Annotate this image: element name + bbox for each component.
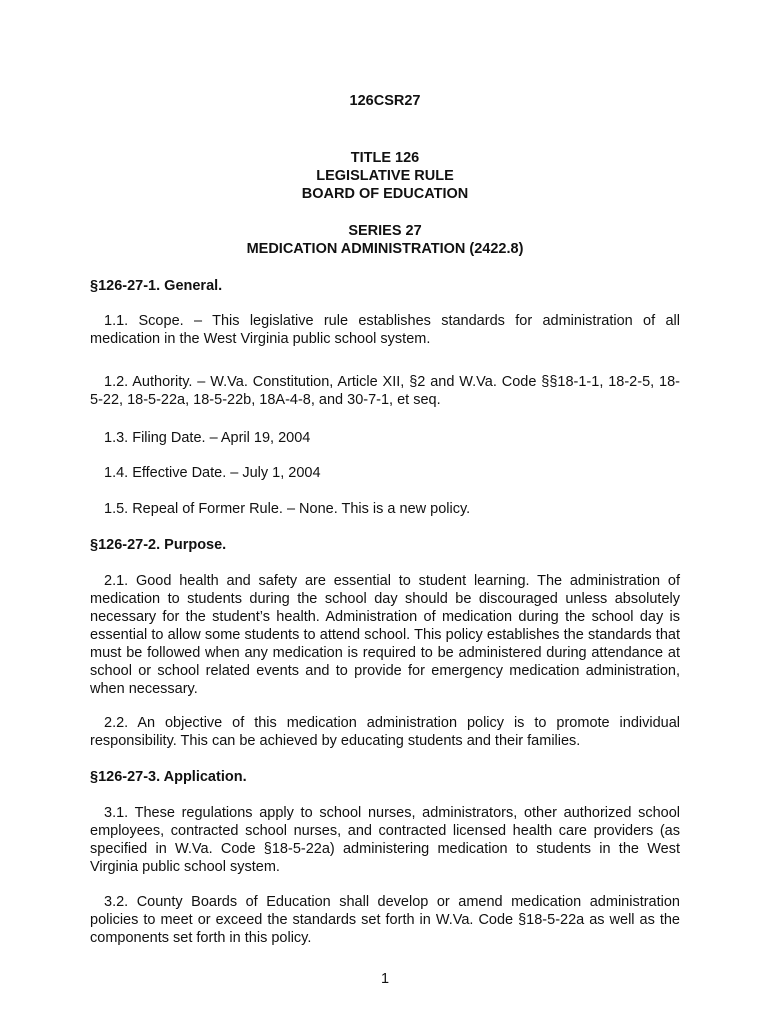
document-page [90,0,680,1024]
paragraph-2-2: 2.2. An objective of this medication administration policy is to promote individual responsibility. This can be achieved by educating students and their families. [90,715,680,749]
paragraph-1-3: 1.3. Filing Date. – April 19, 2004 [104,430,311,446]
paragraph-1-4: 1.4. Effective Date. – July 1, 2004 [104,465,321,481]
rule-code: 126CSR27 [349,93,421,109]
paragraph-1-1: 1.1. Scope. – This legislative rule establishes standards for administration of all medication in the West Virginia public school system. [90,313,680,347]
series-line: MEDICATION ADMINISTRATION (2422.8) [246,241,524,257]
paragraph-1-5: 1.5. Repeal of Former Rule. – None. This is a new policy. [104,501,471,517]
page-number: 1 [380,971,390,987]
paragraph-3-1: 3.1. These regulations apply to school nurses, administrators, other authorized school employees, contracted school nurses, and contracted licensed health care providers (as specified in W.Va. Code §18-5-22a) administering medication to students in the West Virginia public school system. [90,805,680,875]
title-line: LEGISLATIVE RULE [316,168,454,184]
paragraph-3-2: 3.2. County Boards of Education shall develop or amend medication administration policies to meet or exceed the standards set forth in W.Va. Code §18-5-22a as well as the components set forth in this policy. [90,894,680,946]
title-line: TITLE 126 [350,150,420,166]
paragraph-2-1: 2.1. Good health and safety are essential to student learning. The administration of medication to students during the school day should be discouraged unless absolutely necessary for the student’s health. Administration of medication during the school day is essential to allow some students to attend school. This policy establishes the standards that must be followed when any medication is required to be administered during attendance at school or school related events and to provide for emergency medication administration, when necessary. [90,573,680,697]
section-heading-general: §126-27-1. General. [90,278,223,294]
series-line: SERIES 27 [348,223,422,239]
section-heading-purpose: §126-27-2. Purpose. [90,537,227,553]
series-block [90,222,680,258]
section-heading-application: §126-27-3. Application. [90,769,247,785]
paragraph-1-2: 1.2. Authority. – W.Va. Constitution, Article XII, §2 and W.Va. Code §§18-1-1, 18-2-5, 18-5-22, 18-5-22a, 18-5-22b, 18A-4-8, and 30-7-1, et seq. [90,374,680,408]
title-line: BOARD OF EDUCATION [301,186,469,202]
title-block [90,149,680,203]
